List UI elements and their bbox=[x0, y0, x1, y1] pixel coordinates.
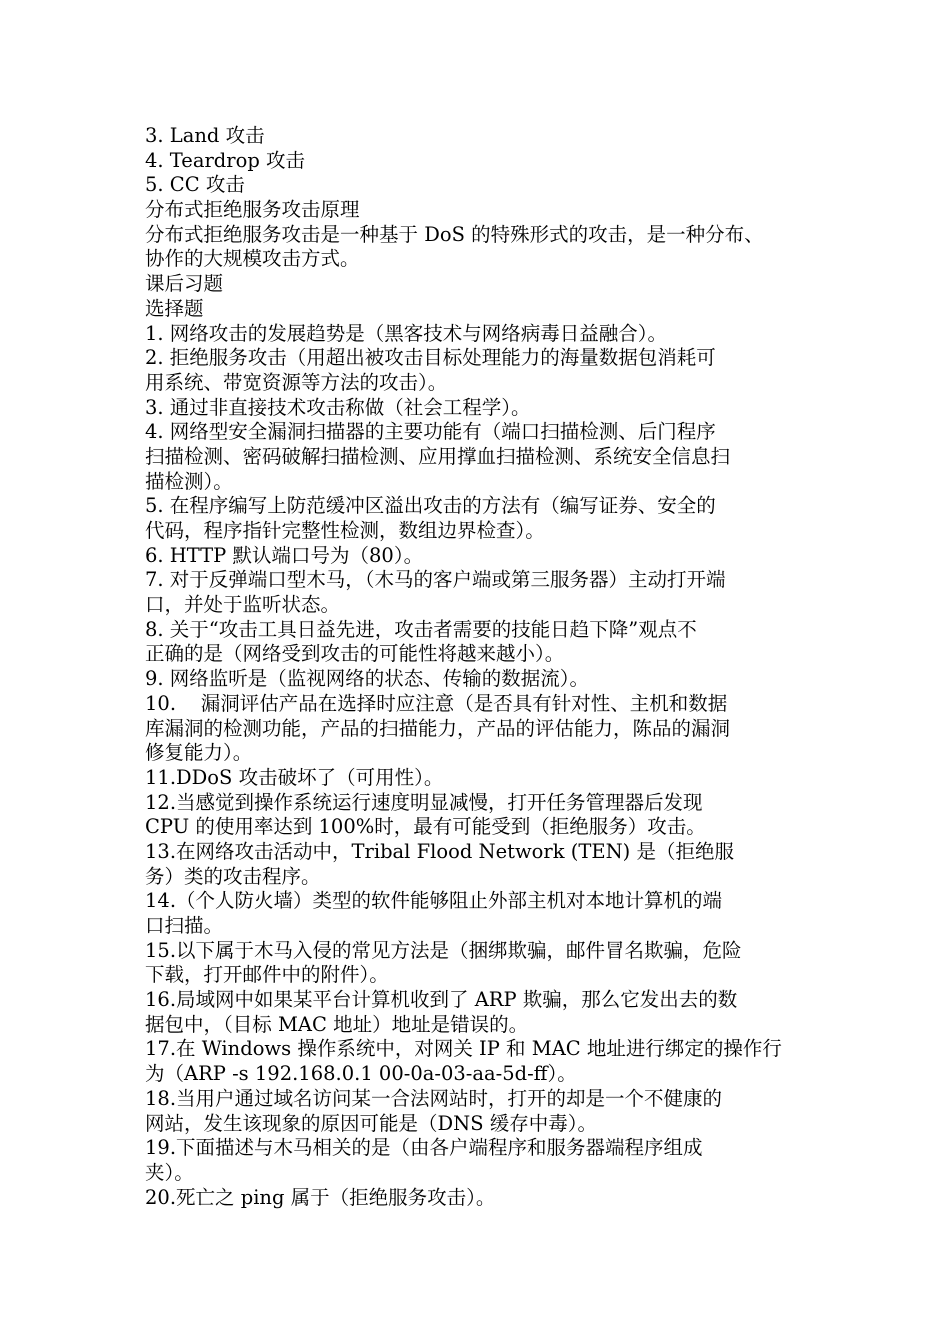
question-line: 修复能力）。 bbox=[145, 741, 253, 765]
section-heading: 课后习题 bbox=[145, 272, 224, 296]
question-line: 13.在网络攻击活动中，Tribal Flood Network (TEN) 是（拒绝服 bbox=[145, 839, 734, 863]
question-line: 20.死亡之 ping 属于（拒绝服务攻击）。 bbox=[145, 1185, 496, 1209]
question-line: 6. HTTP 默认端口号为（80）。 bbox=[145, 543, 424, 567]
question-line: 夹）。 bbox=[145, 1160, 194, 1184]
section-heading: 选择题 bbox=[145, 296, 204, 320]
question-line: 8. 关于“攻击工具日益先进，攻击者需要的技能日趋下降”观点不 bbox=[145, 617, 697, 641]
question-line: 7. 对于反弹端口型木马，（木马的客户端或第三服务器）主动打开端 bbox=[145, 568, 726, 592]
question-line: 口扫描。 bbox=[145, 914, 224, 937]
question-line: 用系统、带宽资源等方法的攻击）。 bbox=[145, 370, 448, 394]
question-line: 为（ARP -s 192.168.0.1 00-0a-03-aa-5d-ff）。 bbox=[145, 1062, 577, 1086]
text-line: 5. CC 攻击 bbox=[145, 173, 245, 197]
question-line: 3. 通过非直接技术攻击称做（社会工程学）。 bbox=[145, 395, 531, 419]
question-line: 2. 拒绝服务攻击（用超出被攻击目标处理能力的海量数据包消耗可 bbox=[145, 346, 716, 370]
question-line: 下载，打开邮件中的附件）。 bbox=[145, 963, 389, 987]
question-line: 代码，程序指针完整性检测，数组边界检查）。 bbox=[145, 519, 545, 542]
question-line: 14.（个人防火墙）类型的软件能够阻止外部主机对本地计算机的端 bbox=[145, 889, 723, 913]
section-heading: 分布式拒绝服务攻击原理 bbox=[145, 198, 360, 222]
question-line: 12.当感觉到操作系统运行速度明显减慢，打开任务管理器后发现 bbox=[145, 790, 703, 814]
question-line: 扫描检测、密码破解扫描检测、应用撑血扫描检测、系统安全信息扫 bbox=[145, 444, 731, 468]
question-line: 18.当用户通过域名访问某一合法网站时，打开的却是一个不健康的 bbox=[145, 1086, 723, 1110]
question-line: 10. 漏洞评估产品在选择时应注意（是否具有针对性、主机和数据 bbox=[145, 691, 728, 715]
question-line: 描检测）。 bbox=[145, 469, 233, 493]
text-line: 协作的大规模攻击方式。 bbox=[145, 247, 360, 271]
text-line: 分布式拒绝服务攻击是一种基于 DoS 的特殊形式的攻击，是一种分布、 bbox=[145, 222, 764, 246]
question-line: 库漏洞的检测功能，产品的扫描能力，产品的评估能力，陈品的漏洞 bbox=[145, 716, 731, 740]
question-line: 9. 网络监听是（监视网络的状态、传输的数据流）。 bbox=[145, 667, 590, 691]
question-line: 17.在 Windows 操作系统中，对网关 IP 和 MAC 地址进行绑定的操作行 bbox=[145, 1037, 782, 1061]
question-line: 口，并处于监听状态。 bbox=[145, 593, 341, 617]
question-line: 网站，发生该现象的原因可能是（DNS 缓存中毒）。 bbox=[145, 1111, 598, 1135]
document-body bbox=[145, 124, 813, 1210]
text-line: 3. Land 攻击 bbox=[145, 124, 265, 147]
question-line: 11.DDoS 攻击破坏了（可用性）。 bbox=[145, 765, 444, 789]
question-line: 19.下面描述与木马相关的是（由各户端程序和服务器端程序组成 bbox=[145, 1136, 703, 1160]
question-line: 据包中，（目标 MAC 地址）地址是错误的。 bbox=[145, 1012, 529, 1036]
question-line: 1. 网络攻击的发展趋势是（黑客技术与网络病毒日益融合）。 bbox=[145, 321, 668, 345]
question-line: CPU 的使用率达到 100%时，最有可能受到（拒绝服务）攻击。 bbox=[145, 815, 706, 839]
question-line: 16.局域网中如果某平台计算机收到了 ARP 欺骗，那么它发出去的数 bbox=[145, 988, 738, 1012]
question-line: 4. 网络型安全漏洞扫描器的主要功能有（端口扫描检测、后门程序 bbox=[145, 420, 716, 444]
question-line: 务）类的攻击程序。 bbox=[145, 864, 321, 888]
question-line: 15.以下属于木马入侵的常见方法是（捆绑欺骗，邮件冒名欺骗，危险 bbox=[145, 938, 742, 962]
text-line: 4. Teardrop 攻击 bbox=[145, 148, 306, 172]
question-line: 5. 在程序编写上防范缓冲区溢出攻击的方法有（编写证券、安全的 bbox=[145, 494, 716, 518]
question-line: 正确的是（网络受到攻击的可能性将越来越小）。 bbox=[145, 642, 565, 666]
